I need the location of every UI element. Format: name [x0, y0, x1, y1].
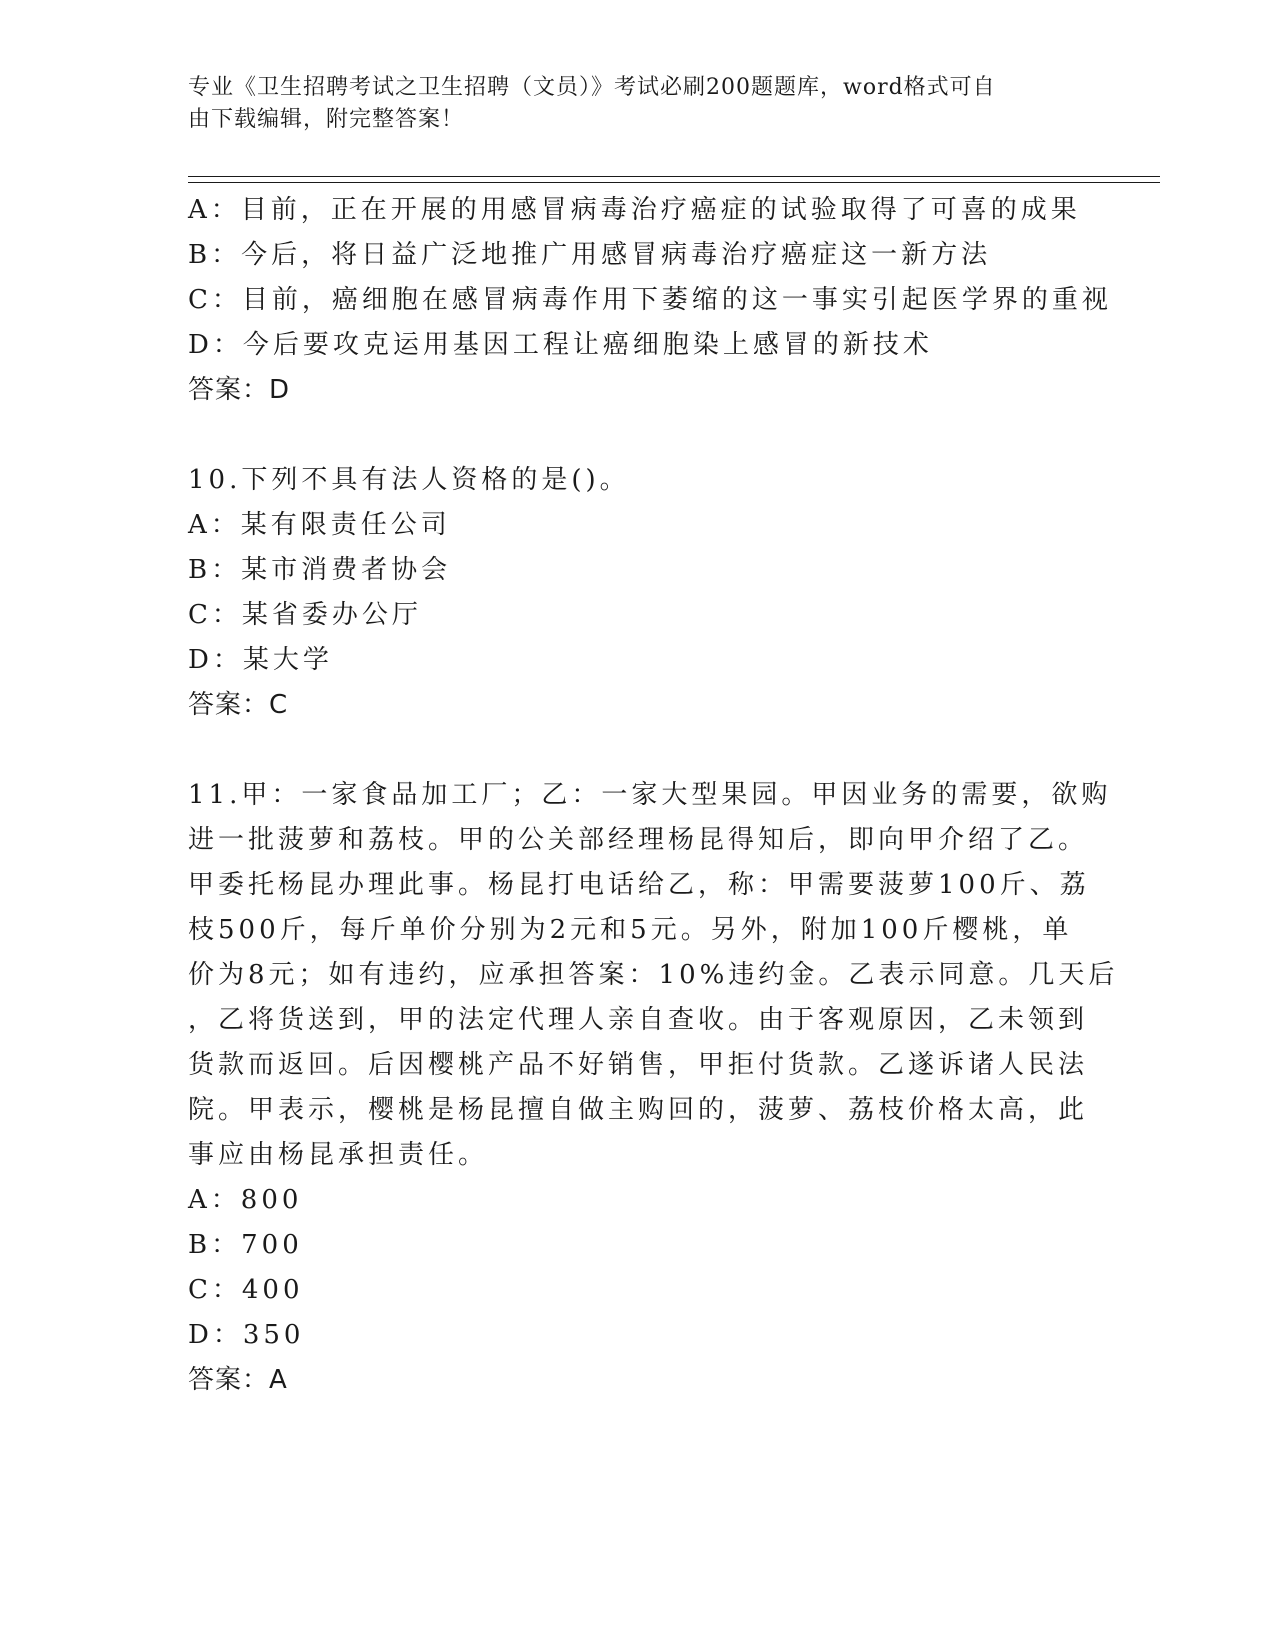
header-divider-bottom — [188, 182, 1160, 183]
q11-question-line-6: ，乙将货送到，甲的法定代理人亲自查收。由于客观原因，乙未领到 — [188, 1005, 1089, 1035]
q11-question-line-1: 11.甲：一家食品加工厂；乙：一家大型果园。甲因业务的需要，欲购 — [188, 780, 1112, 810]
q11-option-a: A：800 — [188, 1185, 303, 1215]
q10-option-a: A：某有限责任公司 — [188, 510, 451, 540]
q11-option-d: D：350 — [188, 1320, 305, 1350]
q9-option-d: D：今后要攻克运用基因工程让癌细胞染上感冒的新技术 — [188, 330, 933, 360]
q11-question-line-3: 甲委托杨昆办理此事。杨昆打电话给乙，称：甲需要菠萝100斤、荔 — [188, 870, 1090, 900]
q11-answer: 答案：A — [188, 1365, 288, 1395]
q10-option-d: D：某大学 — [188, 645, 333, 675]
q11-question-line-9: 事应由杨昆承担责任。 — [188, 1140, 489, 1170]
q10-question: 10.下列不具有法人资格的是()。 — [188, 465, 630, 495]
header-line-1: 专业《卫生招聘考试之卫生招聘（文员）》考试必刷200题题库，word格式可自 — [188, 75, 996, 100]
q10-answer: 答案：C — [188, 690, 289, 720]
q11-question-line-7: 货款而返回。后因樱桃产品不好销售，甲拒付货款。乙遂诉诸人民法 — [188, 1050, 1089, 1080]
document-header — [188, 72, 1088, 136]
q11-question-line-2: 进一批菠萝和荔枝。甲的公关部经理杨昆得知后，即向甲介绍了乙。 — [188, 825, 1089, 855]
header-line-2: 由下载编辑，附完整答案！ — [188, 107, 465, 132]
q11-question-line-5: 价为8元；如有违约，应承担答案：10%违约金。乙表示同意。几天后 — [188, 960, 1119, 990]
q11-question-line-4: 枝500斤，每斤单价分别为2元和5元。另外，附加100斤樱桃，单 — [188, 915, 1073, 945]
q11-option-b: B：700 — [188, 1230, 303, 1260]
q10-option-c: C：某省委办公厅 — [188, 600, 422, 630]
q9-answer: 答案：D — [188, 375, 291, 405]
q11-question-line-8: 院。甲表示，樱桃是杨昆擅自做主购回的，菠萝、荔枝价格太高，此 — [188, 1095, 1089, 1125]
q11-option-c: C：400 — [188, 1275, 304, 1305]
header-divider-top — [188, 176, 1160, 177]
q9-option-a: A：目前，正在开展的用感冒病毒治疗癌症的试验取得了可喜的成果 — [188, 195, 1081, 225]
q10-option-b: B：某市消费者协会 — [188, 555, 452, 585]
q9-option-c: C：目前，癌细胞在感冒病毒作用下萎缩的这一事实引起医学界的重视 — [188, 285, 1112, 315]
q9-option-b: B：今后，将日益广泛地推广用感冒病毒治疗癌症这一新方法 — [188, 240, 992, 270]
